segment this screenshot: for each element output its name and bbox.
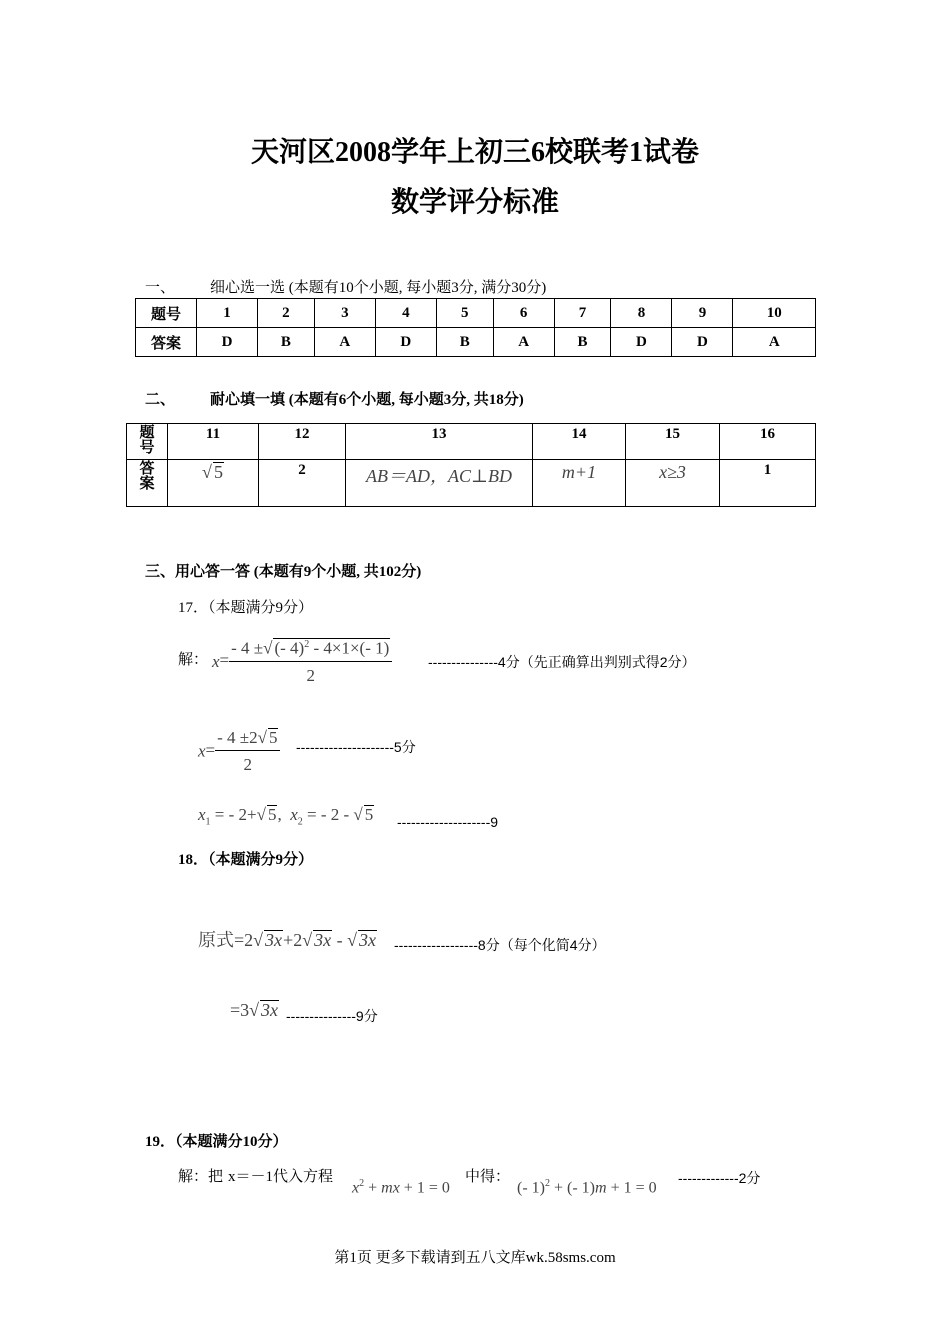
- q18-title: 18．（本题满分9分）: [178, 852, 314, 868]
- answer-cell-15: x≥3: [626, 460, 720, 507]
- answer-cell: D: [611, 328, 672, 357]
- q17-formula-2: x= $\frac{- 4 \pm 2√ 5}{2}$: [198, 728, 280, 775]
- q19-text-2: x＝－1代入方程: [228, 1169, 334, 1185]
- q19-substituted-equation: (- 1)$^2$ + (- 1)m + 1 = 0: [517, 1178, 657, 1197]
- q17-title: 17．（本题满分9分）: [178, 600, 314, 616]
- section2-heading: 耐心填一填 (本题有6个小题, 每小题3分, 共18分): [210, 392, 524, 408]
- answer-cell: B: [258, 328, 315, 357]
- answer-label-cell: 答案: [136, 328, 197, 357]
- header-label-cell: [127, 424, 168, 460]
- answer-cell: A: [314, 328, 375, 357]
- question-cell: 12: [259, 424, 346, 460]
- q17-score-3: --------------------9: [397, 814, 499, 830]
- question-cell: 11: [168, 424, 259, 460]
- q17-formula-1: x= $\frac{- 4 \pm√ (- 4)^2 - 4\times 1\times(- 1)}{2}$: [212, 638, 392, 686]
- question-cell: 1: [197, 299, 258, 328]
- table-row: [127, 460, 816, 507]
- answer-cell: B: [436, 328, 493, 357]
- question-cell: 15: [626, 424, 720, 460]
- header-label-text: 题号: [139, 425, 155, 456]
- answer-cell: D: [672, 328, 733, 357]
- question-cell: 13: [346, 424, 533, 460]
- question-cell: 16: [720, 424, 816, 460]
- q17-score-1: ---------------4分（先正确算出判别式得2分）: [428, 654, 696, 670]
- answer-cell: D: [197, 328, 258, 357]
- section2-answer-table: [126, 423, 816, 507]
- question-cell: 5: [436, 299, 493, 328]
- doc-title-line1: 天河区2008学年上初三6校联考1试卷: [250, 137, 699, 168]
- q19-equation: $x^2$ + mx + 1 = 0: [352, 1178, 450, 1197]
- answer-cell: D: [375, 328, 436, 357]
- q18-formula-1: 原式=2√ 3x+2√ 3x - √ 3x: [198, 930, 376, 950]
- q18-score-1: ------------------8分（每个化简4分）: [394, 937, 606, 953]
- table-row: [136, 299, 816, 328]
- section1-number: 一、: [145, 280, 176, 296]
- answer-cell-16: 1: [720, 460, 816, 507]
- question-cell: 4: [375, 299, 436, 328]
- q19-text-1: 解：把: [178, 1169, 224, 1185]
- q17-formula-3: $x_1$ = - 2+√ 5, $x_2$ = - 2 - √ 5: [198, 805, 374, 828]
- page-footer: 第1页 更多下载请到五八文库wk.58sms.com: [334, 1250, 616, 1266]
- q18-formula-2: =3√ 3x: [230, 1000, 279, 1020]
- q19-text-3: 中得：: [465, 1169, 511, 1185]
- question-cell: 8: [611, 299, 672, 328]
- answer-label-text: 答案: [139, 461, 155, 492]
- q19-score: -------------2分: [678, 1170, 761, 1186]
- question-cell: 3: [314, 299, 375, 328]
- q18-prefix: 原式=: [198, 930, 245, 950]
- q19-title: 19．（本题满分10分）: [145, 1134, 288, 1150]
- answer-cell: B: [554, 328, 611, 357]
- header-label-cell: 题号: [136, 299, 197, 328]
- answer-label-cell: [127, 460, 168, 507]
- section2-number: 二、: [145, 392, 176, 408]
- sqrt5-expression: √ 5: [202, 462, 223, 482]
- section1-heading: 细心选一选 (本题有10个小题, 每小题3分, 满分30分): [210, 280, 547, 296]
- q18-score-2: ---------------9分: [286, 1008, 378, 1024]
- question-cell: 10: [733, 299, 816, 328]
- answer-cell-12: 2: [259, 460, 346, 507]
- section1-answer-table: [135, 298, 816, 357]
- table-row: [127, 424, 816, 460]
- question-cell: 9: [672, 299, 733, 328]
- question-cell: 2: [258, 299, 315, 328]
- question-cell: 14: [533, 424, 626, 460]
- doc-title-line2: 数学评分标准: [390, 187, 559, 218]
- table-row: [136, 328, 816, 357]
- answer-cell-14: m+1: [533, 460, 626, 507]
- answer-cell-11: [168, 460, 259, 507]
- answer-cell: A: [493, 328, 554, 357]
- q17-score-2: ---------------------5分: [296, 739, 416, 755]
- answer-cell: A: [733, 328, 816, 357]
- question-cell: 6: [493, 299, 554, 328]
- answer-cell-13: AB＝AD，AC⊥BD: [346, 460, 533, 507]
- q17-jie: 解：: [178, 652, 209, 668]
- section3-heading: 三、用心答一答 (本题有9个小题, 共102分): [145, 564, 422, 580]
- radicand: 5: [213, 462, 223, 482]
- question-cell: 7: [554, 299, 611, 328]
